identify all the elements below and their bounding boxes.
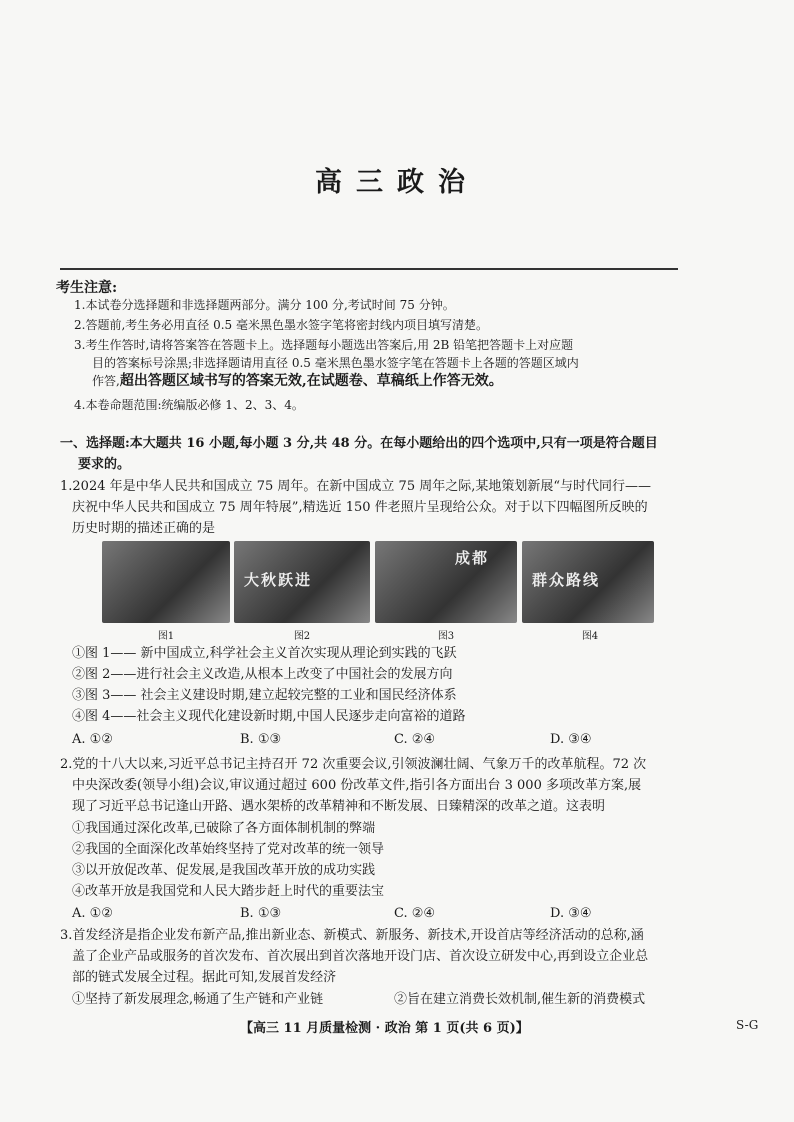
- figure-4-banner: 群众路线: [532, 571, 601, 589]
- q2-statement-1: ①我国通过深化改革,已破除了各方面体制机制的弊端: [72, 821, 376, 836]
- q1-choice-c: C. ②④: [394, 732, 436, 747]
- figure-4-photo: [522, 541, 654, 623]
- notice-item-4: 4.本卷命题范围:统编版必修 1、2、3、4。: [74, 398, 304, 412]
- section-heading-line1: 一、选择题:本大题共 16 小题,每小题 3 分,共 48 分。在每小题给出的四个选项中,只有一项是符合题目: [60, 436, 658, 451]
- q3-line-3: 部的链式发展全过程。据此可知,发展首发经济: [72, 970, 337, 985]
- q3-statement-2: ②旨在建立消费长效机制,催生新的消费模式: [394, 992, 646, 1007]
- q1-line-3: 历史时期的描述正确的是: [72, 521, 216, 536]
- q2-choice-a: A. ①②: [72, 906, 113, 921]
- q2-choice-c: C. ②④: [394, 906, 436, 921]
- figure-3-banner: 成都: [455, 549, 490, 567]
- page-title: 高三政治: [315, 167, 479, 198]
- q2-statement-4: ④改革开放是我国党和人民大踏步赶上时代的重要法宝: [72, 884, 385, 899]
- q2-choice-d: D. ③④: [550, 906, 592, 921]
- q1-choice-a: A. ①②: [72, 732, 113, 747]
- paper-code: S-G: [736, 1018, 759, 1032]
- q2-line-3: 现了习近平总书记逢山开路、遇水架桥的改革精神和不断发展、日臻精深的改革之道。这表明: [72, 799, 606, 814]
- figure-2-photo: [234, 541, 370, 623]
- divider: [60, 268, 678, 270]
- q1-statement-2: ②图 2——进行社会主义改造,从根本上改变了中国社会的发展方向: [72, 667, 453, 682]
- figure-1-caption: 图1: [157, 631, 175, 642]
- notice-item-3-end-prefix: 作答,: [92, 374, 120, 388]
- q2-line-1: 2.党的十八大以来,习近平总书记主持召开 72 次重要会议,引领波澜壮阔、气象万千的改革航程。72 次: [60, 757, 647, 772]
- q2-statement-2: ②我国的全面深化改革始终坚持了党对改革的统一领导: [72, 842, 385, 857]
- notice-item-2: 2.答题前,考生务必用直径 0.5 毫米黑色墨水签字笔将密封线内项目填写清楚。: [74, 318, 488, 332]
- notice-item-3-cont: 目的答案标号涂黑;非选择题请用直径 0.5 毫米黑色墨水签字笔在答题卡上各题的答题区域内: [92, 356, 579, 370]
- q1-choice-d: D. ③④: [550, 732, 592, 747]
- q3-line-2: 盖了企业产品或服务的首次发布、首次展出到首次落地开设门店、首次设立研发中心,再到设立企业总: [72, 949, 649, 964]
- q1-choice-b: B. ①③: [240, 732, 282, 747]
- q3-line-1: 3.首发经济是指企业发布新产品,推出新业态、新模式、新服务、新技术,开设首店等经济活动的总称,涵: [60, 928, 644, 943]
- q1-line-1: 1.2024 年是中华人民共和国成立 75 周年。在新中国成立 75 周年之际,某地策划新展“与时代同行——: [60, 479, 652, 494]
- page-footer: 【高三 11 月质量检测 · 政治 第 1 页(共 6 页)】: [240, 1021, 529, 1036]
- q1-statement-3: ③图 3—— 社会主义建设时期,建立起较完整的工业和国民经济体系: [72, 688, 457, 703]
- q1-line-2: 庆祝中华人民共和国成立 75 周年特展”,精选近 150 件老照片呈现给公众。对于以下四幅图所反映的: [72, 500, 648, 515]
- q2-statement-3: ③以开放促改革、促发展,是我国改革开放的成功实践: [72, 863, 376, 878]
- q1-statement-4: ④图 4——社会主义现代化建设新时期,中国人民逐步走向富裕的道路: [72, 709, 466, 724]
- figure-2-banner: 大秋跃进: [244, 571, 313, 589]
- figure-3-photo: [375, 541, 517, 623]
- notice-warning: 超出答题区域书写的答案无效,在试题卷、草稿纸上作答无效。: [119, 373, 503, 389]
- notice-heading: 考生注意:: [56, 280, 118, 296]
- q2-line-2: 中央深改委(领导小组)会议,审议通过超过 600 份改革文件,指引各方面出台 3 000 多项改革方案,展: [72, 778, 642, 793]
- notice-item-3-end: [92, 371, 712, 391]
- figure-3-caption: 图3: [437, 631, 455, 642]
- notice-item-1: 1.本试卷分选择题和非选择题两部分。满分 100 分,考试时间 75 分钟。: [74, 298, 455, 312]
- figure-4-caption: 图4: [581, 631, 599, 642]
- figure-1-photo: [102, 541, 230, 623]
- section-heading-line2: 要求的。: [78, 457, 131, 472]
- q2-choice-b: B. ①③: [240, 906, 282, 921]
- q3-statement-1: ①坚持了新发展理念,畅通了生产链和产业链: [72, 992, 324, 1007]
- notice-item-3: 3.考生作答时,请将答案答在答题卡上。选择题每小题选出答案后,用 2B 铅笔把答题卡上对应题: [74, 338, 574, 352]
- q1-statement-1: ①图 1—— 新中国成立,科学社会主义首次实现从理论到实践的飞跃: [72, 646, 457, 661]
- figure-2-caption: 图2: [293, 631, 311, 642]
